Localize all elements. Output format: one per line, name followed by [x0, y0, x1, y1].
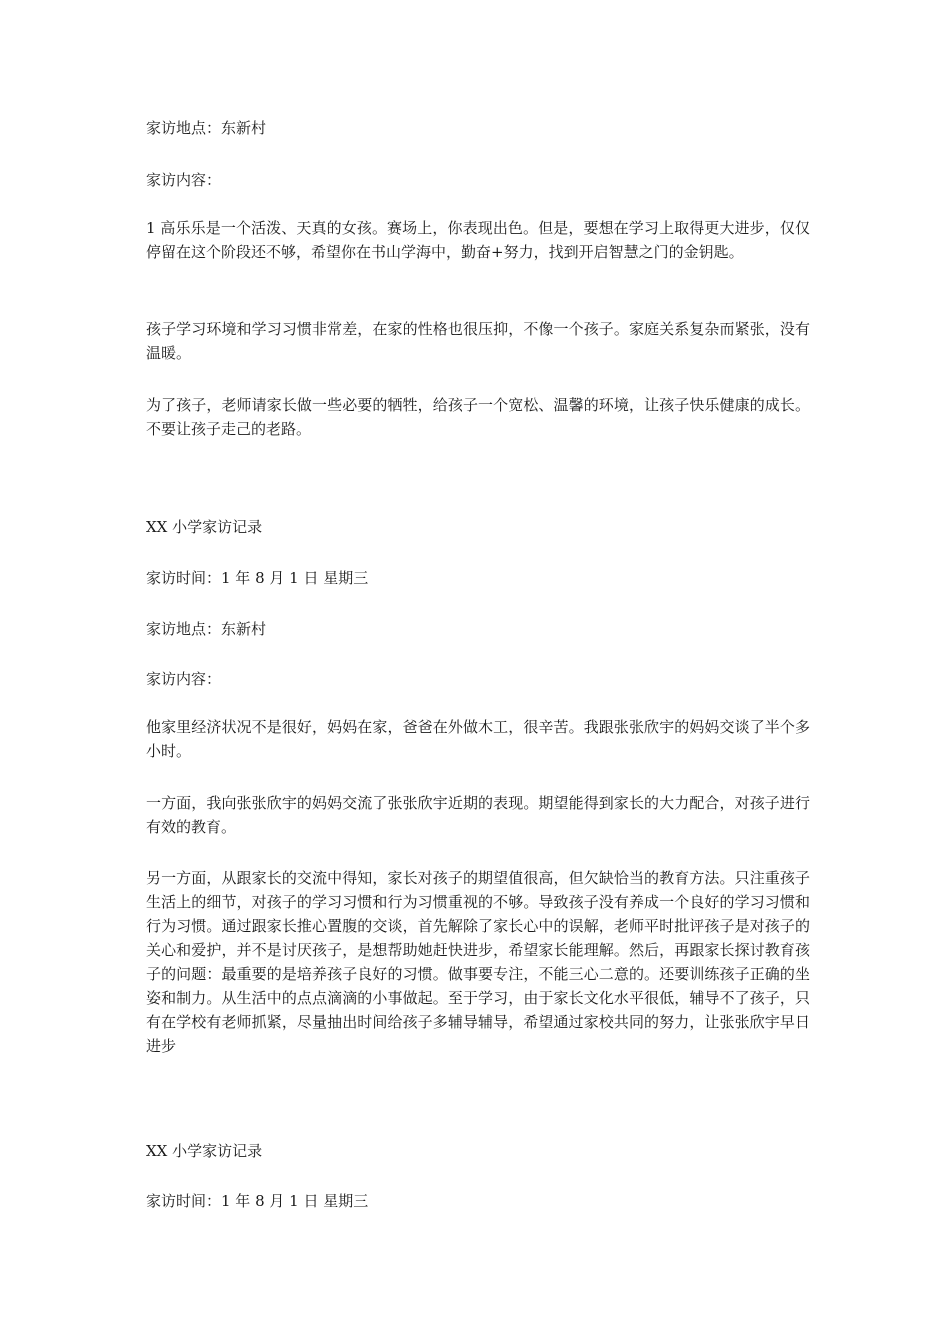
content-paragraph: 孩子学习环境和学习习惯非常差，在家的性格也很压抑，不像一个孩子。家庭关系复杂而紧张，没有温暖。	[146, 320, 810, 362]
visit-content-label: 家访内容：	[146, 171, 222, 189]
visit-time: 家访时间：1 年 8 月 1 日 星期三	[146, 1192, 369, 1210]
visit-time: 家访时间：1 年 8 月 1 日 星期三	[146, 569, 369, 587]
record-title: XX 小学家访记录	[146, 518, 263, 536]
content-paragraph: 为了孩子，老师请家长做一些必要的牺牲，给孩子一个宽松、温馨的环境，让孩子快乐健康的成长。不要让孩子走己的老路。	[146, 396, 810, 438]
content-paragraph: 一方面，我向张张欣宇的妈妈交流了张张欣宇近期的表现。期望能得到家长的大力配合，对孩子进行有效的教育。	[146, 794, 810, 836]
visit-content-label: 家访内容：	[146, 670, 222, 688]
content-paragraph: 他家里经济状况不是很好，妈妈在家，爸爸在外做木工，很辛苦。我跟张张欣宇的妈妈交谈了半个多小时。	[146, 718, 810, 760]
record-title: XX 小学家访记录	[146, 1142, 263, 1160]
visit-location: 家访地点：东新村	[146, 620, 267, 638]
visit-location: 家访地点：东新村	[146, 119, 267, 137]
content-paragraph: 另一方面，从跟家长的交流中得知，家长对孩子的期望值很高，但欠缺恰当的教育方法。只注重孩子生活上的细节，对孩子的学习习惯和行为习惯重视的不够。导致孩子没有养成一个良好的学习习惯和行为习惯。通过跟家长推心置腹的交谈，首先解除了家长心中的误解，老师平时批评孩子是对孩子的关心和爱护，并不是讨厌孩子，是想帮助她赶快进步，希望家长能理解。然后，再跟家长探讨教育孩子的问题：最重要的是培养孩子良好的习惯。做事要专注，不能三心二意的。还要训练孩子正确的坐姿和制力。从生活中的点点滴滴的小事做起。至于学习，由于家长文化水平很低，辅导不了孩子，只有在学校有老师抓紧，尽量抽出时间给孩子多辅导辅导，希望通过家校共同的努力，让张张欣宇早日进步	[146, 869, 810, 1055]
content-paragraph: 1 高乐乐是一个活泼、天真的女孩。赛场上，你表现出色。但是，要想在学习上取得更大进步，仅仅停留在这个阶段还不够，希望你在书山学海中，勤奋+努力，找到开启智慧之门的金钥匙。	[146, 219, 810, 261]
